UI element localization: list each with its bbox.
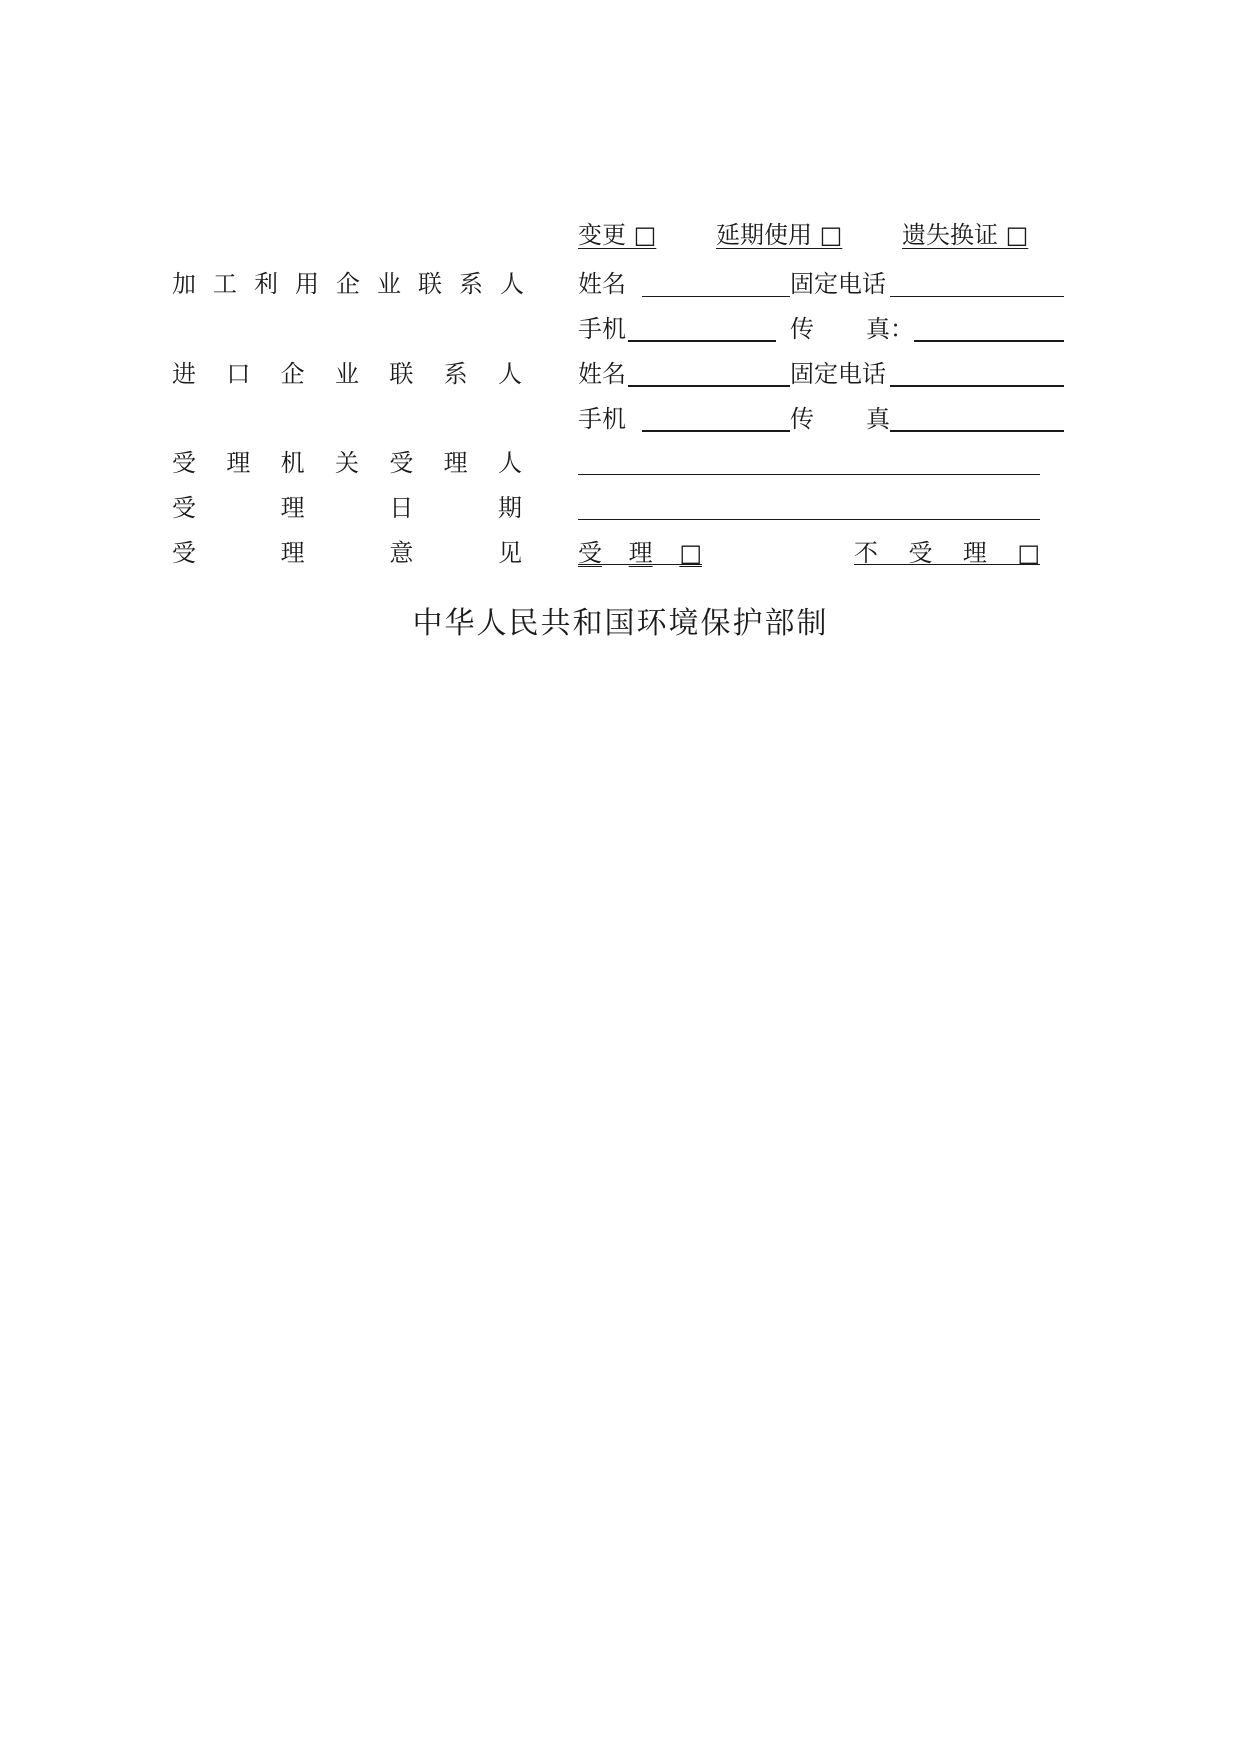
- processing-fax-label-b: 真：: [866, 315, 914, 343]
- option-extend-checkbox[interactable]: 延期使用 □: [716, 221, 843, 249]
- issuing-authority: 中华人民共和国环境保护部制: [412, 606, 829, 641]
- label-char: 利: [254, 270, 278, 298]
- checkbox-icon: □: [1017, 539, 1040, 567]
- label-char: 企: [336, 270, 360, 298]
- label-char: 人: [497, 449, 522, 477]
- import-phone-field[interactable]: [890, 385, 1064, 387]
- option-change-checkbox[interactable]: 变更 □: [578, 221, 657, 249]
- processing-phone-field[interactable]: [890, 296, 1064, 297]
- label-char: 见: [497, 539, 522, 567]
- label-char: 理: [443, 449, 468, 477]
- processing-contact-label: [172, 269, 524, 299]
- label-char: 理: [628, 539, 653, 567]
- label-char: 受: [389, 449, 414, 477]
- label-char: 受: [578, 539, 602, 567]
- accepting-officer-label: [172, 448, 522, 478]
- label-char: 关: [334, 449, 359, 477]
- label-char: 理: [280, 494, 305, 522]
- checkbox-icon: □: [679, 539, 702, 567]
- processing-mobile-label: 手机: [578, 315, 626, 343]
- import-mobile-label: 手机: [578, 405, 626, 433]
- label-char: 不: [854, 539, 878, 567]
- accepting-date-field[interactable]: [578, 519, 1040, 520]
- accepting-date-label: [172, 493, 522, 523]
- processing-mobile-field[interactable]: [628, 340, 776, 342]
- label-char: 受: [172, 449, 196, 477]
- label-char: 人: [500, 270, 524, 298]
- label-char: 业: [377, 270, 401, 298]
- label-char: 受: [172, 539, 196, 567]
- label-char: 系: [443, 360, 468, 388]
- label-char: 日: [389, 494, 414, 522]
- accepting-officer-field[interactable]: [578, 474, 1040, 475]
- label-char: 企: [280, 360, 305, 388]
- import-phone-label: 固定电话: [790, 360, 886, 388]
- label-char: 理: [226, 449, 251, 477]
- label-char: 机: [280, 449, 305, 477]
- label-char: 受: [172, 494, 196, 522]
- processing-phone-label: 固定电话: [790, 270, 886, 298]
- label-char: 受: [908, 539, 933, 567]
- option-lost-checkbox[interactable]: 遗失换证 □: [902, 221, 1029, 249]
- label-char: 意: [389, 539, 414, 567]
- label-char: 系: [459, 270, 483, 298]
- label-char: 联: [418, 270, 442, 298]
- label-char: 工: [213, 270, 237, 298]
- processing-name-field[interactable]: [642, 296, 790, 297]
- accept-underline: [578, 564, 702, 565]
- processing-name-label: 姓名: [578, 270, 626, 298]
- label-char: 理: [280, 539, 305, 567]
- import-contact-label: [172, 359, 522, 389]
- label-char: 期: [497, 494, 522, 522]
- import-fax-field[interactable]: [890, 430, 1064, 432]
- label-char: 人: [497, 360, 522, 388]
- label-char: 加: [172, 270, 196, 298]
- label-char: 进: [172, 360, 196, 388]
- processing-fax-label-a: 传: [790, 315, 814, 343]
- label-char: 用: [295, 270, 319, 298]
- label-char: 口: [226, 360, 251, 388]
- label-char: 理: [962, 539, 987, 567]
- import-fax-label-b: 真: [866, 405, 890, 433]
- import-name-field[interactable]: [628, 385, 790, 387]
- label-char: 业: [334, 360, 359, 388]
- import-name-label: 姓名: [578, 360, 626, 388]
- processing-fax-field[interactable]: [914, 340, 1064, 342]
- acceptance-opinion-label: [172, 538, 522, 568]
- import-mobile-field[interactable]: [642, 430, 790, 432]
- label-char: 联: [389, 360, 414, 388]
- reject-underline: [854, 564, 1040, 565]
- import-fax-label-a: 传: [790, 405, 814, 433]
